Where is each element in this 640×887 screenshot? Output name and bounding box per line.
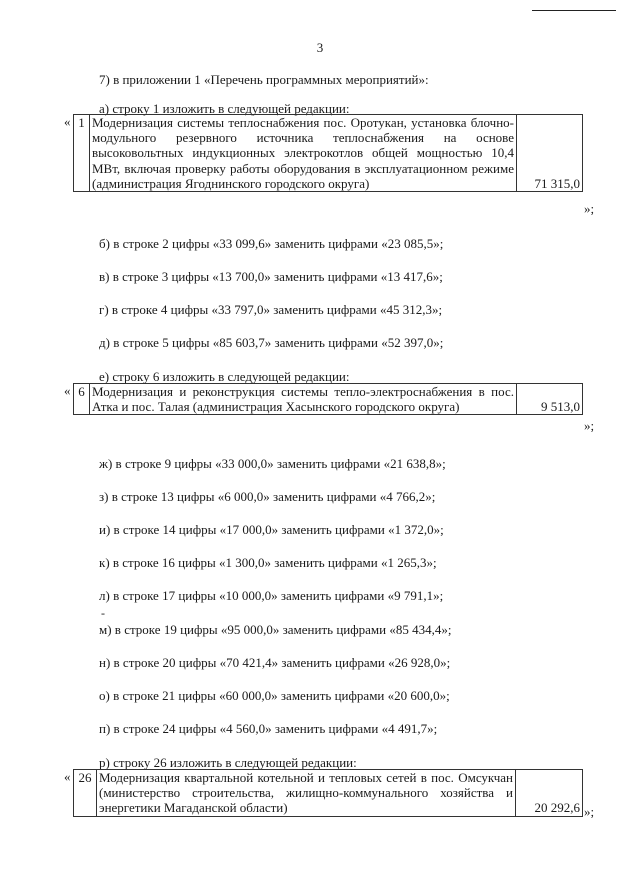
item-v: в) в строке 3 цифры «13 700,0» заменить цифрами «13 417,6»; [99,269,443,284]
row-1-table [73,114,583,192]
item-p: п) в строке 24 цифры «4 560,0» заменить цифрами «4 491,7»; [99,721,438,736]
row-1-number: 1 [74,115,90,192]
item-a: а) строку 1 изложить в следующей редакции: [99,101,350,116]
item-i: и) в строке 14 цифры «17 000,0» заменить цифрами «1 372,0»; [99,522,444,537]
item-z: з) в строке 13 цифры «6 000,0» заменить цифрами «4 766,2»; [99,489,436,504]
row-26-name: Модернизация квартальной котельной и тепловых сетей в пос. Омсукчан (министерство строительства, жилищно-коммунального хозяйства и энергетики Магаданской области) [97,770,516,817]
item-l: л) в строке 17 цифры «10 000,0» заменить цифрами «9 791,1»; [99,588,444,603]
row-6-number: 6 [74,384,90,415]
row-1-close: »; [584,201,595,216]
row-6-open-quote: « [64,383,71,398]
row-26-value: 20 292,6 [516,770,583,817]
item-g: г) в строке 4 цифры «33 797,0» заменить цифрами «45 312,3»; [99,302,443,317]
item-m: м) в строке 19 цифры «95 000,0» заменить цифрами «85 434,4»; [99,622,452,637]
page-number: 3 [316,40,324,55]
row-26-number: 26 [74,770,97,817]
item-o: о) в строке 21 цифры «60 000,0» заменить цифрами «20 600,0»; [99,688,450,703]
header-rule [532,10,616,11]
stray-dash: - [101,606,105,620]
row-6-value: 9 513,0 [517,384,583,415]
item-n: н) в строке 20 цифры «70 421,4» заменить цифрами «26 928,0»; [99,655,451,670]
row-6-table [73,383,583,415]
row-1-value: 71 315,0 [517,115,583,192]
row-26-open-quote: « [64,769,71,784]
item-zh: ж) в строке 9 цифры «33 000,0» заменить цифрами «21 638,8»; [99,456,446,471]
item-b: б) в строке 2 цифры «33 099,6» заменить цифрами «23 085,5»; [99,236,444,251]
row-26-table [73,769,583,817]
item-k: к) в строке 16 цифры «1 300,0» заменить цифрами «1 265,3»; [99,555,437,570]
row-6-name: Модернизация и реконструкция системы тепло-электроснабжения в пос. Атка и пос. Талая (администрация Хасынского городского округа) [90,384,517,415]
row-26-close: »; [584,804,595,819]
item-r: р) строку 26 изложить в следующей редакции: [99,755,357,770]
intro-paragraph: 7) в приложении 1 «Перечень программных мероприятий»: [99,72,429,87]
row-6-close: »; [584,418,595,433]
item-e: е) строку 6 изложить в следующей редакции: [99,369,350,384]
row-1-name: Модернизация системы теплоснабжения пос. Оротукан, установка блочно-модульного резервного источника теплоснабжения на основе высоковольтных индукционных электрокотлов общей мощностью 10,4 МВт, включая проверку работы оборудования в эксплуатационном режиме (администрация Ягоднинского городского округа) [90,115,517,192]
row-1-open-quote: « [64,114,71,129]
item-d: д) в строке 5 цифры «85 603,7» заменить цифрами «52 397,0»; [99,335,444,350]
